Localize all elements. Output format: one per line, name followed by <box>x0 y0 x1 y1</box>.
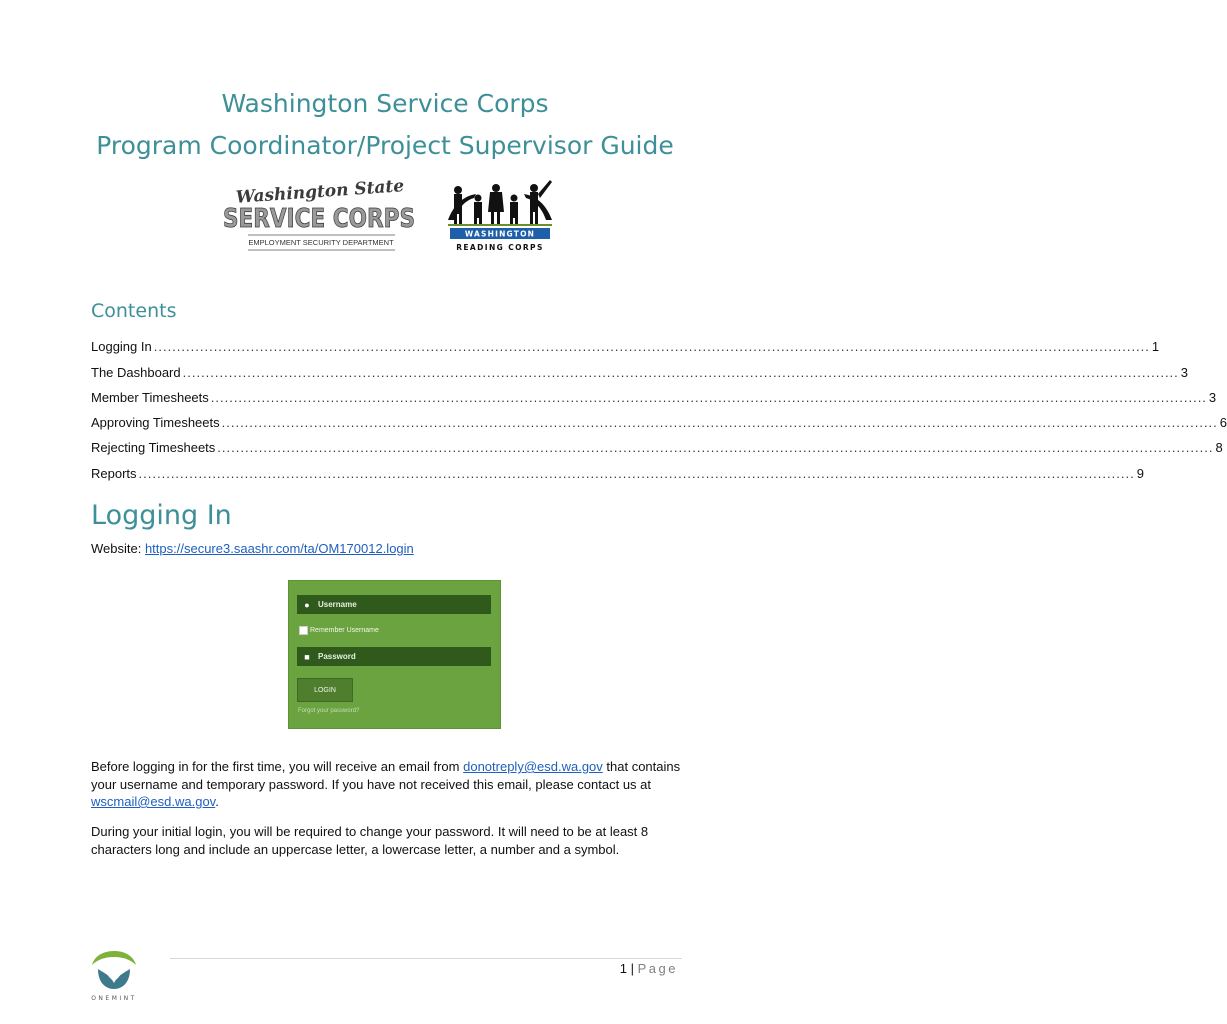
toc-entry-page: 6 <box>1219 415 1227 431</box>
logo-wrc-figures <box>448 180 552 226</box>
toc-entry-label: Member Timesheets <box>91 389 209 405</box>
logo-wsc-script: Washington State <box>235 176 405 208</box>
onemint-logo <box>80 947 148 1003</box>
washington-reading-corps-logo <box>440 176 560 256</box>
page-word: Page <box>637 961 678 976</box>
toc-entry-dashboard[interactable] <box>91 354 1189 380</box>
website-line <box>91 541 414 556</box>
onemint-wordmark: ONEMINT <box>91 995 137 1002</box>
user-icon: ● <box>304 599 310 610</box>
toc-entry-approving-timesheets[interactable] <box>91 405 1227 431</box>
toc-leader <box>154 339 1150 354</box>
toc-entry-member-timesheets[interactable] <box>91 380 1217 405</box>
toc-entry-logging-in[interactable] <box>91 329 1160 355</box>
washington-service-corps-logo <box>220 177 418 255</box>
login-button[interactable]: LOGIN <box>297 678 353 702</box>
page-separator: | <box>627 961 638 976</box>
toc-entry-label: Logging In <box>91 339 152 355</box>
document-title: Washington Service Corps <box>221 89 549 118</box>
contents-heading: Contents <box>91 300 177 322</box>
toc-entry-page: 3 <box>1208 389 1217 405</box>
page-number <box>620 961 678 976</box>
document-subtitle: Program Coordinator/Project Supervisor Guide <box>96 131 674 160</box>
page-number-value: 1 <box>619 961 628 976</box>
toc-leader <box>217 440 1213 455</box>
first-login-paragraph <box>91 758 691 811</box>
logo-wsc-sub: EMPLOYMENT SECURITY DEPARTMENT <box>248 238 394 247</box>
toc-entry-page: 8 <box>1215 440 1223 456</box>
website-label: Website: <box>91 541 145 556</box>
password-requirements-paragraph: During your initial login, you will be required to change your password. It will need to be at least 8 characters long and include an uppercase letter, a lowercase letter, a number and a symbol. <box>91 824 649 857</box>
toc-entry-label: Reports <box>91 465 137 481</box>
login-form-screenshot <box>288 580 501 729</box>
toc-entry-label: Rejecting Timesheets <box>91 440 216 456</box>
password-placeholder: Password <box>318 652 356 661</box>
toc-entry-page: 9 <box>1136 465 1144 481</box>
paragraph-text: Before logging in for the first time, you will receive an email from <box>91 759 464 774</box>
footer-divider <box>170 958 682 959</box>
section-heading-logging-in: Logging In <box>91 500 232 531</box>
toc-entry-label: Approving Timesheets <box>91 415 220 431</box>
table-of-contents <box>91 329 1227 481</box>
checkbox-icon <box>299 626 308 635</box>
paragraph-text: that contains your username and temporary password. If you have not received this email, please contact us at <box>91 759 681 792</box>
paragraph-text: . <box>215 794 219 809</box>
wscmail-email-link[interactable]: wscmail@esd.wa.gov <box>91 794 216 809</box>
website-link[interactable]: https://secure3.saashr.com/ta/OM170012.login <box>144 541 414 556</box>
toc-entry-rejecting-timesheets[interactable] <box>91 430 1223 456</box>
logo-wrc-top: WASHINGTON <box>464 229 536 239</box>
forgot-password-link[interactable]: Forgot your password? <box>298 708 360 714</box>
username-field[interactable] <box>297 595 491 614</box>
toc-entry-page: 3 <box>1180 364 1189 380</box>
password-field[interactable] <box>297 647 491 666</box>
toc-leader <box>211 390 1207 405</box>
remember-username-label: Remember Username <box>310 627 379 634</box>
logo-wsc-main: SERVICE CORPS <box>223 204 415 234</box>
donotreply-email-link[interactable]: donotreply@esd.wa.gov <box>463 759 603 774</box>
logo-wrc-bottom: READING CORPS <box>456 243 544 252</box>
username-placeholder: Username <box>318 600 357 609</box>
toc-entry-label: The Dashboard <box>91 364 181 380</box>
lock-icon: ■ <box>304 651 310 662</box>
toc-leader <box>139 466 1135 481</box>
toc-entry-page: 1 <box>1151 339 1160 355</box>
toc-leader <box>183 365 1179 380</box>
toc-entry-reports[interactable] <box>91 455 1144 481</box>
toc-leader <box>222 415 1218 430</box>
remember-username-checkbox[interactable] <box>299 626 379 635</box>
